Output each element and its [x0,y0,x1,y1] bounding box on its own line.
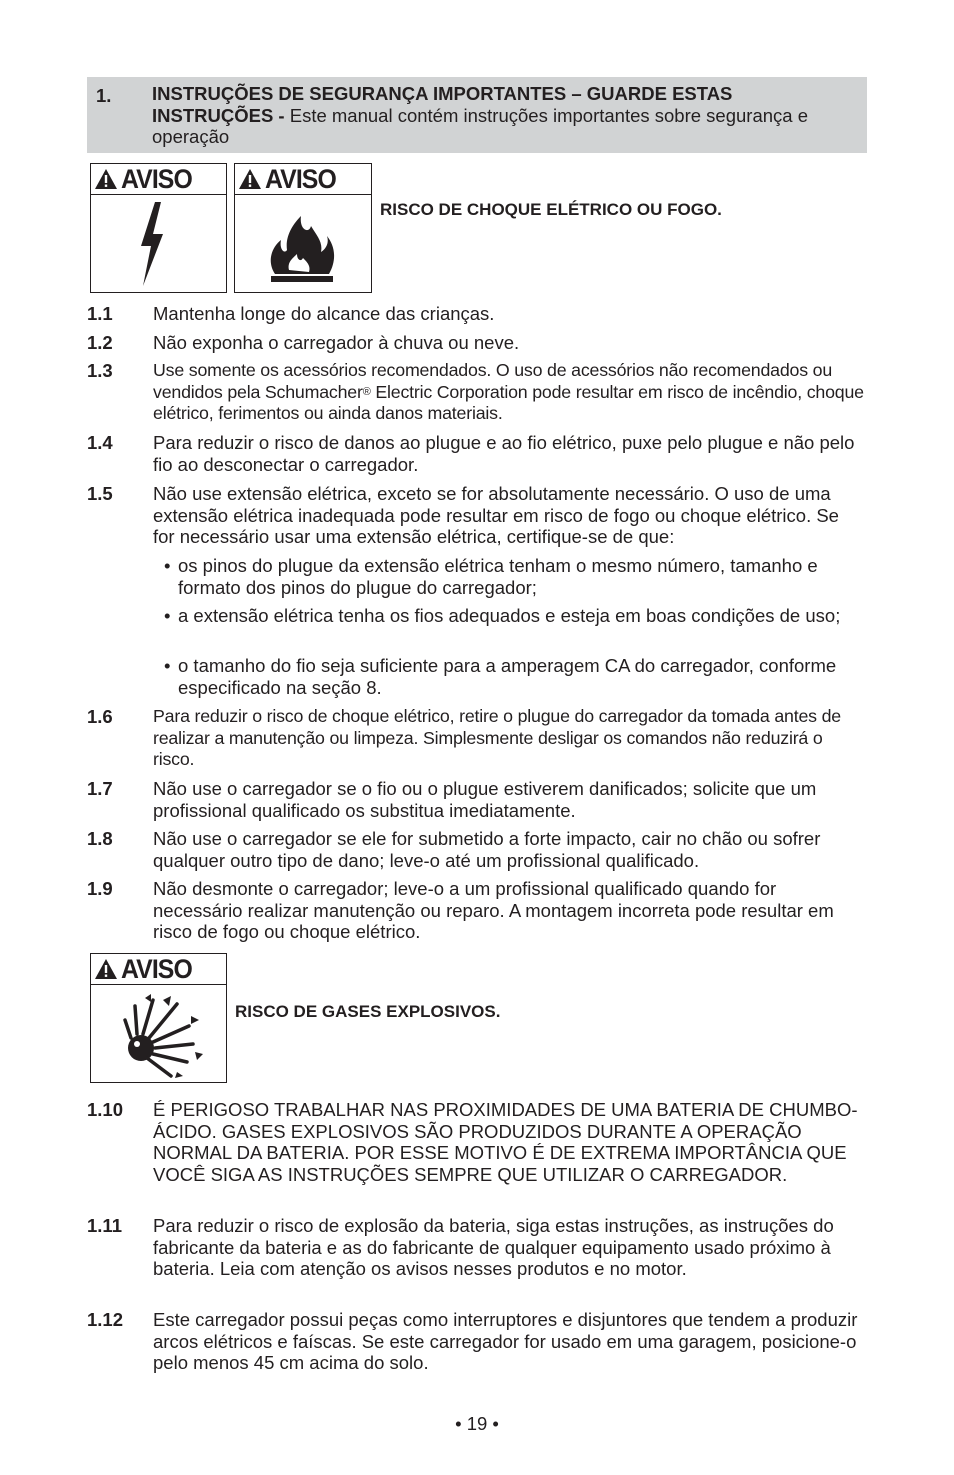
item-text: Não desmonte o carregador; leve-o a um profissional qualificado quando for necessário realizar manutenção ou reparo. A montagem incorreta pode resultar em risco de fogo ou choque elétrico. [153,878,834,942]
item-number: 1.3 [87,360,113,381]
fire-pictogram [235,196,371,292]
item-number: 1.1 [87,303,113,324]
section-title-bold: INSTRUÇÕES DE SEGURANÇA IMPORTANTES – GUARDE ESTAS INSTRUÇÕES - [152,83,733,126]
item-text: Para reduzir o risco de danos ao plugue e ao fio elétrico, puxe pelo plugue e não pelo fio ao desconectar o carregador. [153,432,855,475]
warning-triangle-icon [238,168,262,190]
electric-risk-label: RISCO DE CHOQUE ELÉTRICO OU FOGO. [380,200,722,219]
page-number: • 19 • [455,1413,499,1434]
item-text-a: Use somente os acessórios recomendados. O uso de acessórios não recomendados ou vendidos pela Schumacher [153,360,833,402]
item-text-b: Electric Corporation pode resultar em risco de incêndio, choque elétrico, ferimentos ou ainda danos materiais. [153,381,864,423]
item-number: 1.11 [87,1215,122,1236]
gas-risk-label: RISCO DE GASES EXPLOSIVOS. [235,1002,501,1021]
item-text: Para reduzir o risco de choque elétrico, retire o plugue do carregador da tomada antes de realizar a manutenção ou limpeza. Simplesmente desligar os comandos não reduzirá o risco. [153,706,841,769]
section-title [152,83,852,148]
registered-mark: ® [362,385,371,398]
item-text: Não use o carregador se o fio ou o plugue estiverem danificados; solicite que um profissional qualificado os substitua imediatamente. [153,778,817,821]
section-header [87,77,867,153]
warning-triangle-icon [94,168,118,190]
item-text: Não exponha o carregador à chuva ou neve. [153,332,520,353]
warning-triangle-icon [94,958,118,980]
item-text: É PERIGOSO TRABALHAR NAS PROXIMIDADES DE UMA BATERIA DE CHUMBO-ÁCIDO. GASES EXPLOSIVOS SÃO PRODUZIDOS DURANTE A OPERAÇÃO NORMAL DA BATERIA. POR ESSE MOTIVO É DE EXTREMA IMPORTÂNCIA QUE VOCÊ SIGA AS INSTRUÇÕES SEMPRE QUE UTILIZAR O CARREGADOR. [153,1099,858,1185]
section-title-rest: Este manual contém instruções importantes sobre segurança e operação [152,104,809,147]
item-text: Este carregador possui peças como interruptores e disjuntores que tendem a produzir arcos elétricos e faíscas. Se este carregador for usado em uma garagem, posicione-o pelo menos 45 cm acima do solo. [153,1309,858,1373]
item-text: Para reduzir o risco de explosão da bateria, siga estas instruções, as instruções do fabricante da bateria e as do fabricante de qualquer equipamento usado próximo à bateria. Leia com atenção os avisos nesses produtos e no motor. [153,1215,834,1279]
item-text: Não use o carregador se ele for submetido a forte impacto, cair no chão ou sofrer qualquer outro tipo de dano; leve-o até um profissional qualificado. [153,828,821,871]
item-number: 1.10 [87,1099,124,1120]
warning-box-explosive [90,953,227,1083]
warning-band [91,164,226,195]
warning-label: AVISO [121,163,192,194]
item-number: 1.9 [87,878,113,899]
electric-pictogram [91,196,226,292]
fire-icon [235,196,370,292]
item-number: 1.2 [87,332,113,353]
lightning-bolt-icon [91,196,225,292]
warning-box-electric [90,163,227,293]
item-text [153,360,865,425]
warning-band [235,164,371,195]
item-number: 1.8 [87,828,113,849]
item-number: 1.6 [87,706,113,727]
item-text: Não use extensão elétrica, exceto se for absolutamente necessário. O uso de uma extensão elétrica inadequada pode resultar em risco de fogo ou choque elétrico. Se for necessário usar uma extensão elétrica, certifique-se de que: [153,483,839,547]
item-number: 1.4 [87,432,113,453]
item-number: 1.12 [87,1309,124,1330]
warning-band [91,954,226,985]
item-text: Mantenha longe do alcance das crianças. [153,303,495,324]
bullet-text: os pinos do plugue da extensão elétrica tenham o mesmo número, tamanho e formato dos pinos do plugue do carregador; [178,555,818,598]
item-number: 1.7 [87,778,113,799]
explosion-pictogram [91,986,226,1082]
bullet-text: o tamanho do fio seja suficiente para a amperagem CA do carregador, conforme especificado na seção 8. [178,655,837,698]
section-number: 1. [96,85,112,106]
warning-label: AVISO [121,953,192,984]
bullet-text: a extensão elétrica tenha os fios adequados e esteja em boas condições de uso; [178,605,841,626]
warning-label: AVISO [265,163,336,194]
explosion-icon [91,986,225,1082]
warning-box-fire [234,163,372,293]
item-number: 1.5 [87,483,113,504]
